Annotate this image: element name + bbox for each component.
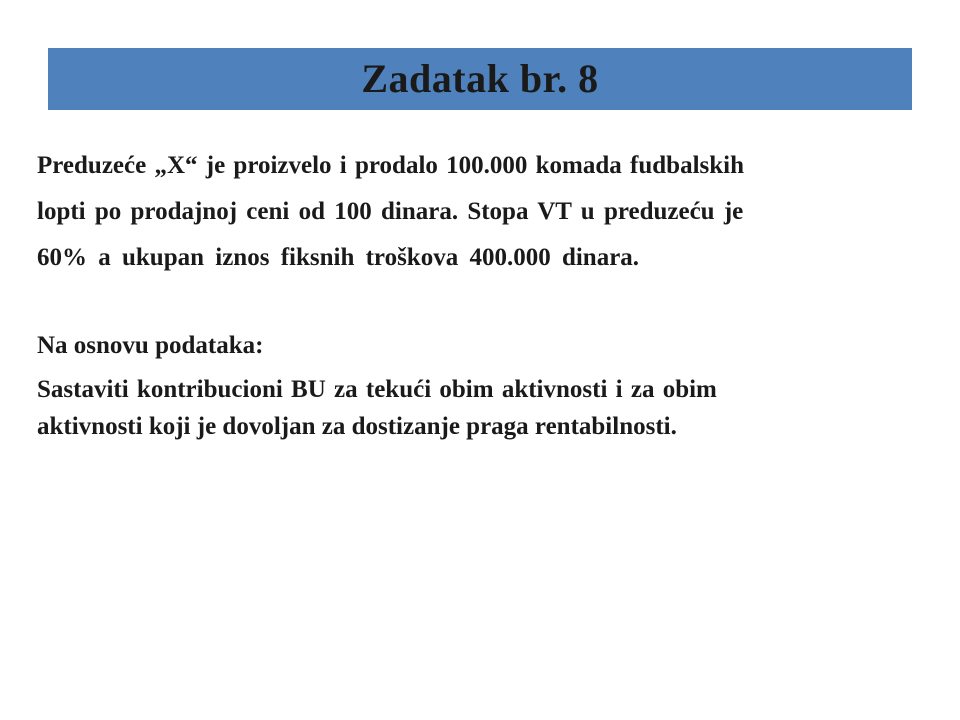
- slide-title: Zadatak br. 8: [361, 56, 599, 101]
- question-label: Na osnovu podataka:: [37, 332, 264, 359]
- task-statement: [37, 371, 927, 445]
- problem-line: lopti po prodajnoj ceni od 100 dinara. Stopa VT u preduzeću je: [37, 198, 744, 225]
- title-bar: [48, 48, 912, 110]
- problem-line: 60% a ukupan iznos fiksnih troškova 400.000 dinara.: [37, 244, 640, 271]
- task-line: aktivnosti koji je dovoljan za dostizanje praga rentabilnosti.: [37, 413, 677, 440]
- problem-line: Preduzeće „X“ je proizvelo i prodalo 100.000 komada fudbalskih: [37, 152, 745, 179]
- problem-statement: [37, 143, 927, 281]
- task-line: Sastaviti kontribucioni BU za tekući obim aktivnosti i za obim: [37, 376, 717, 403]
